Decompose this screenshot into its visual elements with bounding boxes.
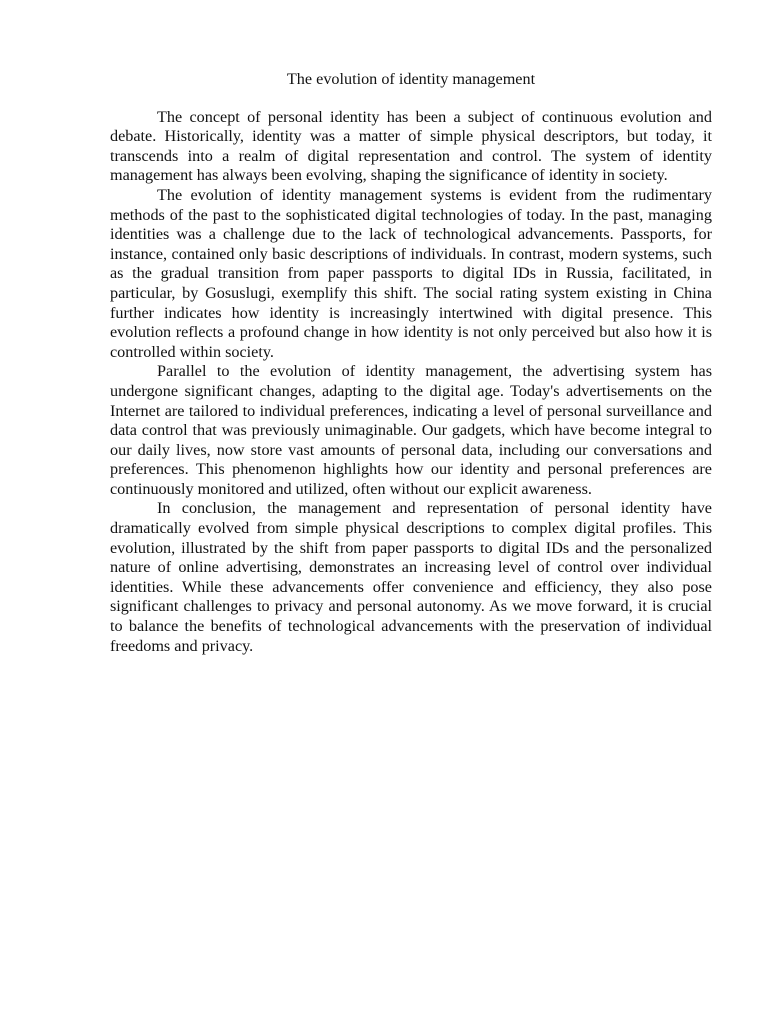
document-body	[110, 70, 712, 656]
paragraph-3: Parallel to the evolution of identity management, the advertising system has undergone significant changes, adapting to the digital age. Today's advertisements on the Internet are tailored to individual preferences, indicating a level of personal surveillance and data control that was previously unimaginable. Our gadgets, which have become integral to our daily lives, now store vast amounts of personal data, including our conversations and preferences. This phenomenon highlights how our identity and personal preferences are continuously monitored and utilized, often without our explicit awareness.	[110, 362, 712, 498]
paragraph-4: In conclusion, the management and representation of personal identity have dramatically evolved from simple physical descriptions to complex digital profiles. This evolution, illustrated by the shift from paper passports to digital IDs and the personalized nature of online advertising, demonstrates an increasing level of control over individual identities. While these advancements offer convenience and efficiency, they also pose significant challenges to privacy and personal autonomy. As we move forward, it is crucial to balance the benefits of technological advancements with the preservation of individual freedoms and privacy.	[110, 499, 712, 655]
paragraph-2: The evolution of identity management systems is evident from the rudimentary methods of the past to the sophisticated digital technologies of today. In the past, managing identities was a challenge due to the lack of technological advancements. Passports, for instance, contained only basic descriptions of individuals. In contrast, modern systems, such as the gradual transition from paper passports to digital IDs in Russia, facilitated, in particular, by Gosuslugi, exemplify this shift. The social rating system existing in China further indicates how identity is increasingly intertwined with digital presence. This evolution reflects a profound change in how identity is not only perceived but also how it is controlled within society.	[110, 185, 712, 361]
document-title: The evolution of identity management	[286, 70, 536, 88]
paragraph-1: The concept of personal identity has been a subject of continuous evolution and debate. Historically, identity was a matter of simple physical descriptors, but today, it transcends into a realm of digital representation and control. The system of identity management has always been evolving, shaping the significance of identity in society.	[110, 107, 712, 185]
